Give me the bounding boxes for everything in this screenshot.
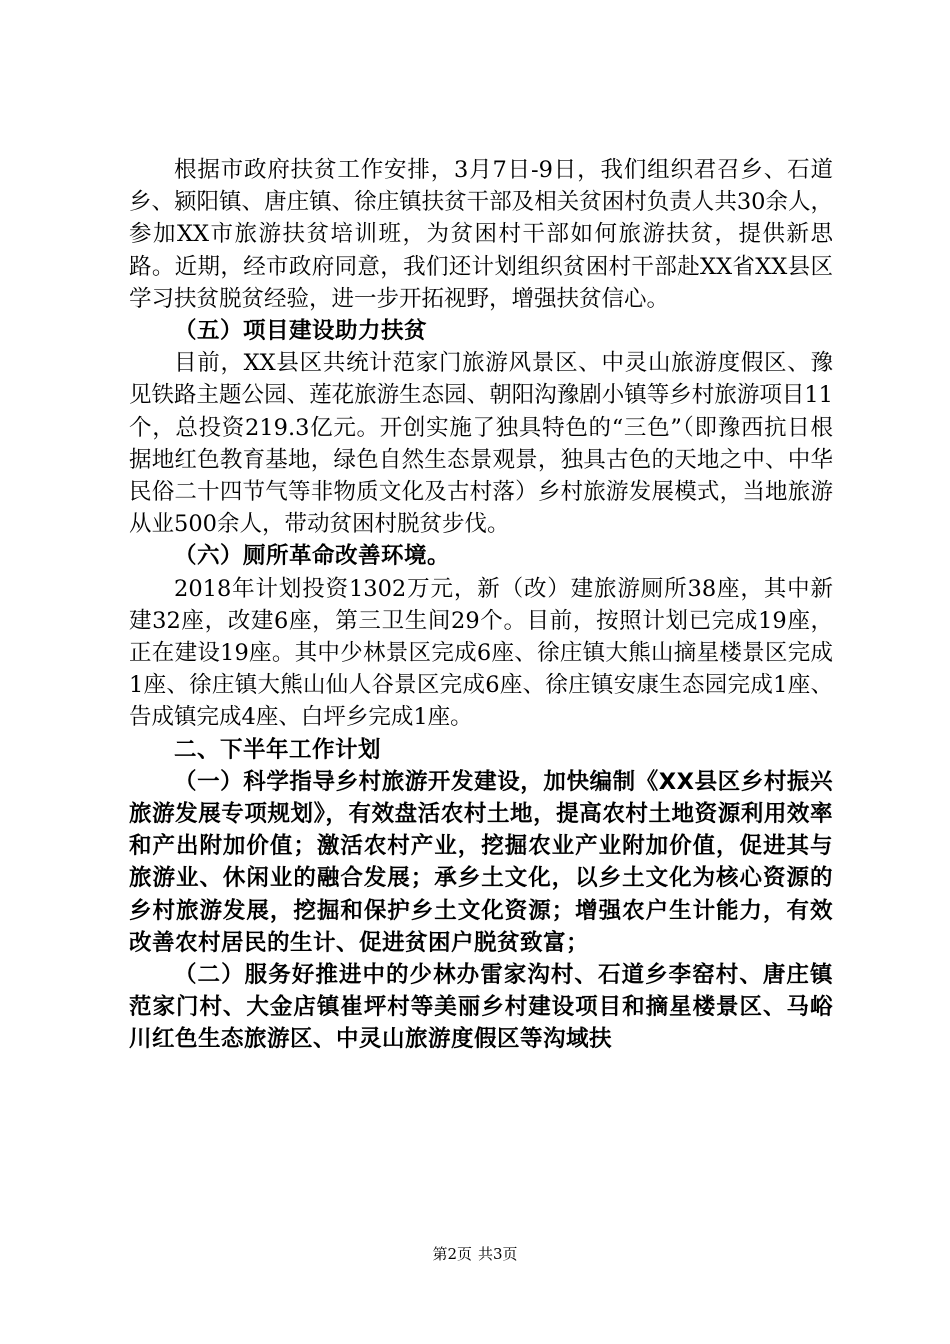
heading-toilet-revolution: （六）厕所革命改善环境。 [174, 543, 451, 570]
document-body [129, 154, 833, 1056]
page-number: 第2页 [432, 1245, 472, 1263]
paragraph-plan-item-1: （一）科学指导乡村旅游开发建设，加快编制《XX县区乡村振兴旅游发展专项规划》，有效盘活农村土地，提高农村土地资源利用效率和产出附加价值；激活农村产业，挖掘农业产业附加价值，促进其与旅游业、休闲业的融合发展；承乡土文化，以乡土文化为核心资源的乡村旅游发展，挖掘和保护乡土文化资源；增强农户生计能力，有效改善农村居民的生计、促进贫困户脱贫致富； [129, 768, 833, 956]
paragraph-toilets: 2018年计划投资1302万元，新（改）建旅游厕所38座，其中新建32座，改建6座，第三卫生间29个。目前，按照计划已完成19座，正在建设19座。其中少林景区完成6座、徐庄镇大熊山摘星楼景区完成1座、徐庄镇大熊山仙人谷景区完成6座、徐庄镇安康生态园完成1座、告成镇完成4座、白坪乡完成1座。 [129, 575, 833, 731]
heading-project-construction: （五）项目建设助力扶贫 [174, 318, 428, 345]
paragraph-plan-item-2: （二）服务好推进中的少林办雷家沟村、石道乡李窑村、唐庄镇范家门村、大金店镇崔坪村等美丽乡村建设项目和摘星楼景区、马峪川红色生态旅游区、中灵山旅游度假区等沟域扶 [129, 962, 833, 1053]
page-footer [0, 1243, 950, 1264]
heading-second-half-plan: 二、下半年工作计划 [174, 736, 382, 763]
paragraph-projects: 目前，XX县区共统计范家门旅游风景区、中灵山旅游度假区、豫见铁路主题公园、莲花旅游生态园、朝阳沟豫剧小镇等乡村旅游项目11个，总投资219.3亿元。开创实施了独具特色的“三色”（即豫西抗日根据地红色教育基地，绿色自然生态景观景，独具古色的天地之中、中华民俗二十四节气等非物质文化及古村落）乡村旅游发展模式，当地旅游从业500余人，带动贫困村脱贫步伐。 [129, 350, 833, 538]
paragraph-training: 根据市政府扶贫工作安排，3月7日-9日，我们组织君召乡、石道乡、颍阳镇、唐庄镇、徐庄镇扶贫干部及相关贫困村负责人共30余人，参加XX市旅游扶贫培训班，为贫困村干部如何旅游扶贫，提供新思路。近期，经市政府同意，我们还计划组织贫困村干部赴XX省XX县区学习扶贫脱贫经验，进一步开拓视野，增强扶贫信心。 [129, 157, 833, 312]
page-total: 共3页 [478, 1245, 518, 1263]
